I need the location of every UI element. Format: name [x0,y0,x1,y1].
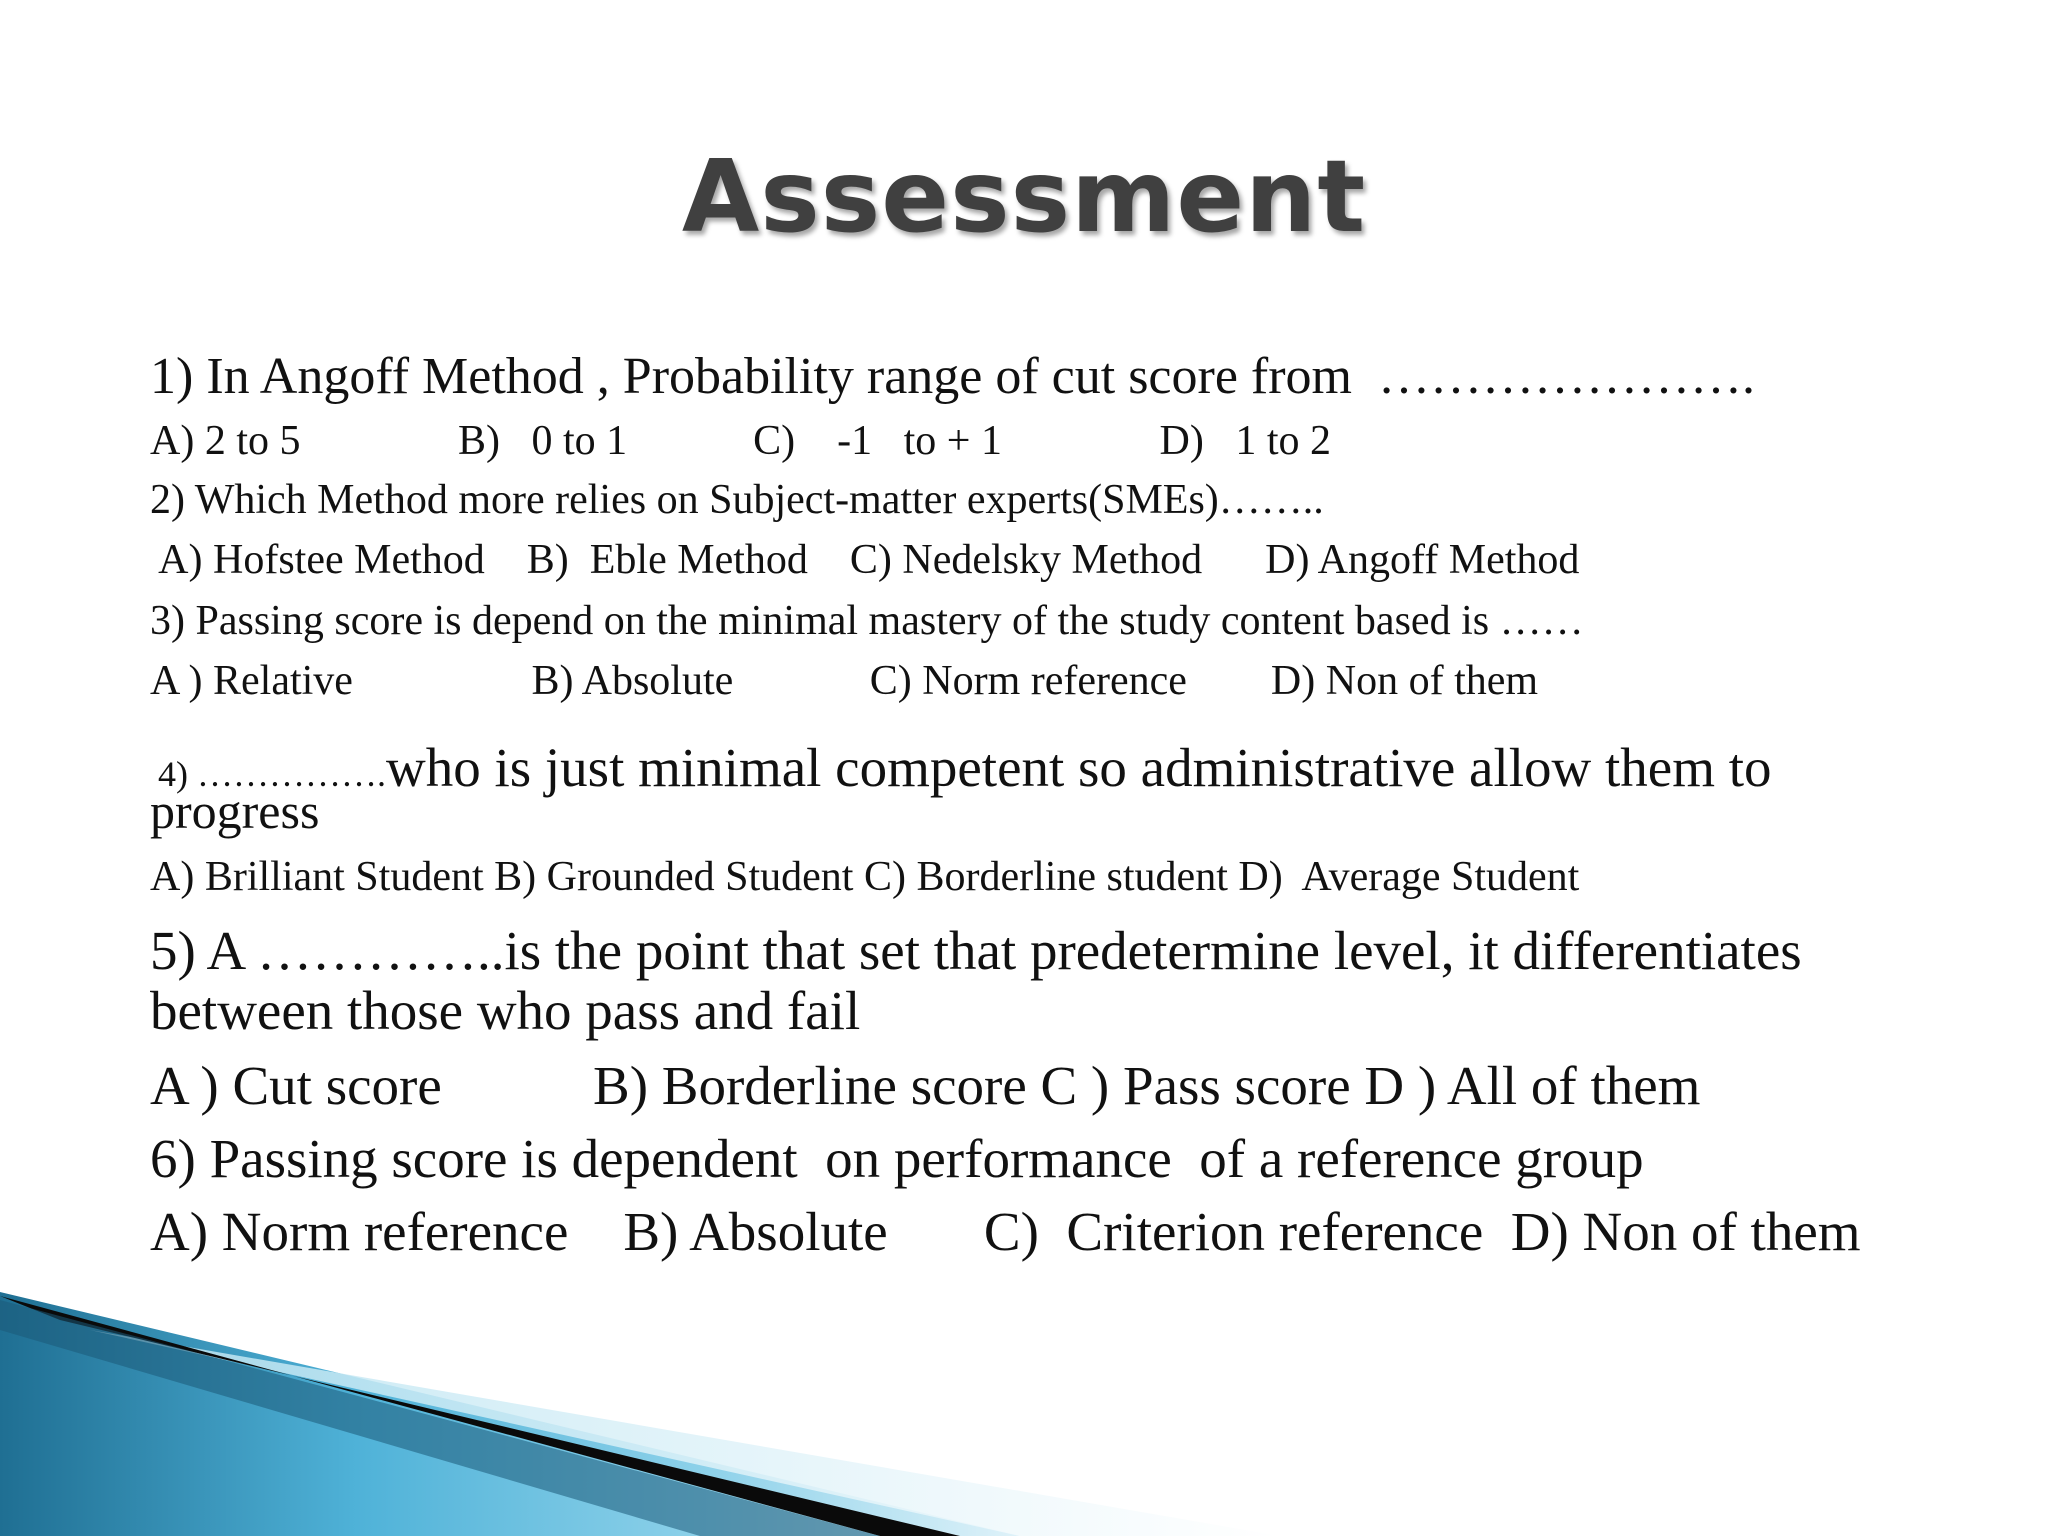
question-5-text-line2: between those who pass and fail [150,980,861,1041]
question-4-blank: ……………. [197,754,386,794]
question-4-number: 4) [158,754,197,794]
question-2-options: A) Hofstee Method B) Eble Method C) Nedelsky Method D) Angoff Method [150,537,1580,583]
question-3-options: A ) Relative B) Absolute C) Norm reference D) Non of them [150,658,1539,704]
question-1-text: 1) In Angoff Method , Probability range of cut score from …………………. [150,348,1755,405]
question-2-text: 2) Which Method more relies on Subject-matter experts(SMEs)…….. [150,477,1324,523]
slide-title: Assessment [681,138,1367,255]
question-4-rest: who is just minimal competent so administrative allow them to [386,737,1772,798]
question-3-text: 3) Passing score is depend on the minimal mastery of the study content based is …… [150,598,1584,644]
question-1-options: A) 2 to 5 B) 0 to 1 C) -1 to + 1 D) 1 to 2 [150,418,1331,464]
question-4-text-line2: progress [150,783,320,839]
question-6-text: 6) Passing score is dependent on performance of a reference group [150,1128,1644,1189]
question-6-options: A) Norm reference B) Absolute C) Criterion reference D) Non of them [150,1201,1861,1262]
question-5-text: 5) A …………..is the point that set that predetermine level, it differentiates [150,920,1802,981]
question-4-options: A) Brilliant Student B) Grounded Student C) Borderline student D) Average Student [150,854,1580,900]
question-5-options: A ) Cut score B) Borderline score C ) Pass score D ) All of them [150,1055,1701,1116]
